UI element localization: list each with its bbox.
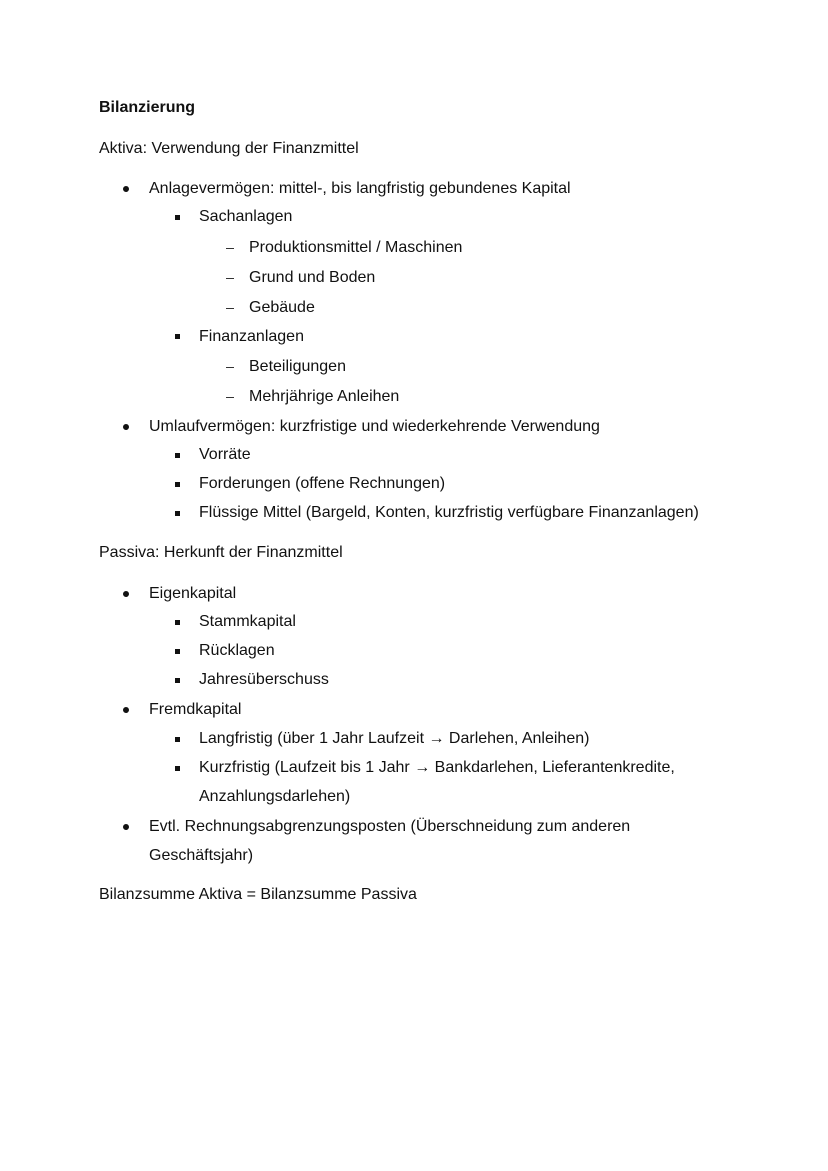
item-vorraete: Vorräte	[199, 446, 251, 463]
item-stammkapital: Stammkapital	[199, 613, 296, 630]
item-rechnungsabgrenzung: Evtl. Rechnungsabgrenzungsposten (Überschneidung zum anderen	[149, 818, 631, 835]
item-grund-und-boden: Grund und Boden	[249, 269, 376, 286]
item-sachanlagen: Sachanlagen	[199, 208, 293, 225]
bullet-dot	[123, 707, 129, 713]
bullet-dash	[226, 308, 234, 309]
bullet-dot	[123, 186, 129, 192]
bullet-square	[175, 678, 180, 683]
aktiva-heading: Aktiva: Verwendung der Finanzmittel	[99, 140, 359, 157]
bullet-dash	[226, 278, 234, 279]
item-langfristig: Langfristig (über 1 Jahr Laufzeit → Darlehen, Anleihen)	[199, 730, 590, 747]
bullet-dash	[226, 397, 234, 398]
bullet-square	[175, 737, 180, 742]
bullet-square	[175, 620, 180, 625]
item-kurzfristig: Kurzfristig (Laufzeit bis 1 Jahr → Bankdarlehen, Lieferantenkredite,	[199, 759, 675, 776]
bullet-square	[175, 511, 180, 516]
bullet-square	[175, 334, 180, 339]
bullet-square	[175, 766, 180, 771]
item-beteiligungen: Beteiligungen	[249, 358, 346, 375]
item-kurzfristig-continued: Anzahlungsdarlehen)	[199, 788, 351, 805]
bullet-dot	[123, 591, 129, 597]
bullet-dash	[226, 248, 234, 249]
item-eigenkapital: Eigenkapital	[149, 585, 237, 602]
bullet-dot	[123, 824, 129, 830]
doc-title: Bilanzierung	[99, 99, 196, 116]
bullet-dot	[123, 424, 129, 430]
bullet-square	[175, 482, 180, 487]
item-mehrjaehrige-anleihen: Mehrjährige Anleihen	[249, 388, 400, 405]
item-umlaufvermoegen: Umlaufvermögen: kurzfristige und wiederkehrende Verwendung	[149, 418, 600, 435]
passiva-heading: Passiva: Herkunft der Finanzmittel	[99, 544, 343, 561]
bilanzsumme-statement: Bilanzsumme Aktiva = Bilanzsumme Passiva	[99, 886, 417, 903]
bullet-square	[175, 215, 180, 220]
item-produktionsmittel: Produktionsmittel / Maschinen	[249, 239, 463, 256]
item-rechnungsabgrenzung-continued: Geschäftsjahr)	[149, 847, 254, 864]
item-finanzanlagen: Finanzanlagen	[199, 328, 304, 345]
bullet-square	[175, 649, 180, 654]
item-anlagevermoegen: Anlagevermögen: mittel-, bis langfristig gebundenes Kapital	[149, 180, 571, 197]
item-ruecklagen: Rücklagen	[199, 642, 275, 659]
item-jahresueberschuss: Jahresüberschuss	[199, 671, 329, 688]
item-forderungen: Forderungen (offene Rechnungen)	[199, 475, 446, 492]
bullet-dash	[226, 367, 234, 368]
item-fremdkapital: Fremdkapital	[149, 701, 242, 718]
item-fluessige-mittel: Flüssige Mittel (Bargeld, Konten, kurzfristig verfügbare Finanzanlagen)	[199, 504, 699, 521]
item-gebaeude: Gebäude	[249, 299, 315, 316]
bullet-square	[175, 453, 180, 458]
